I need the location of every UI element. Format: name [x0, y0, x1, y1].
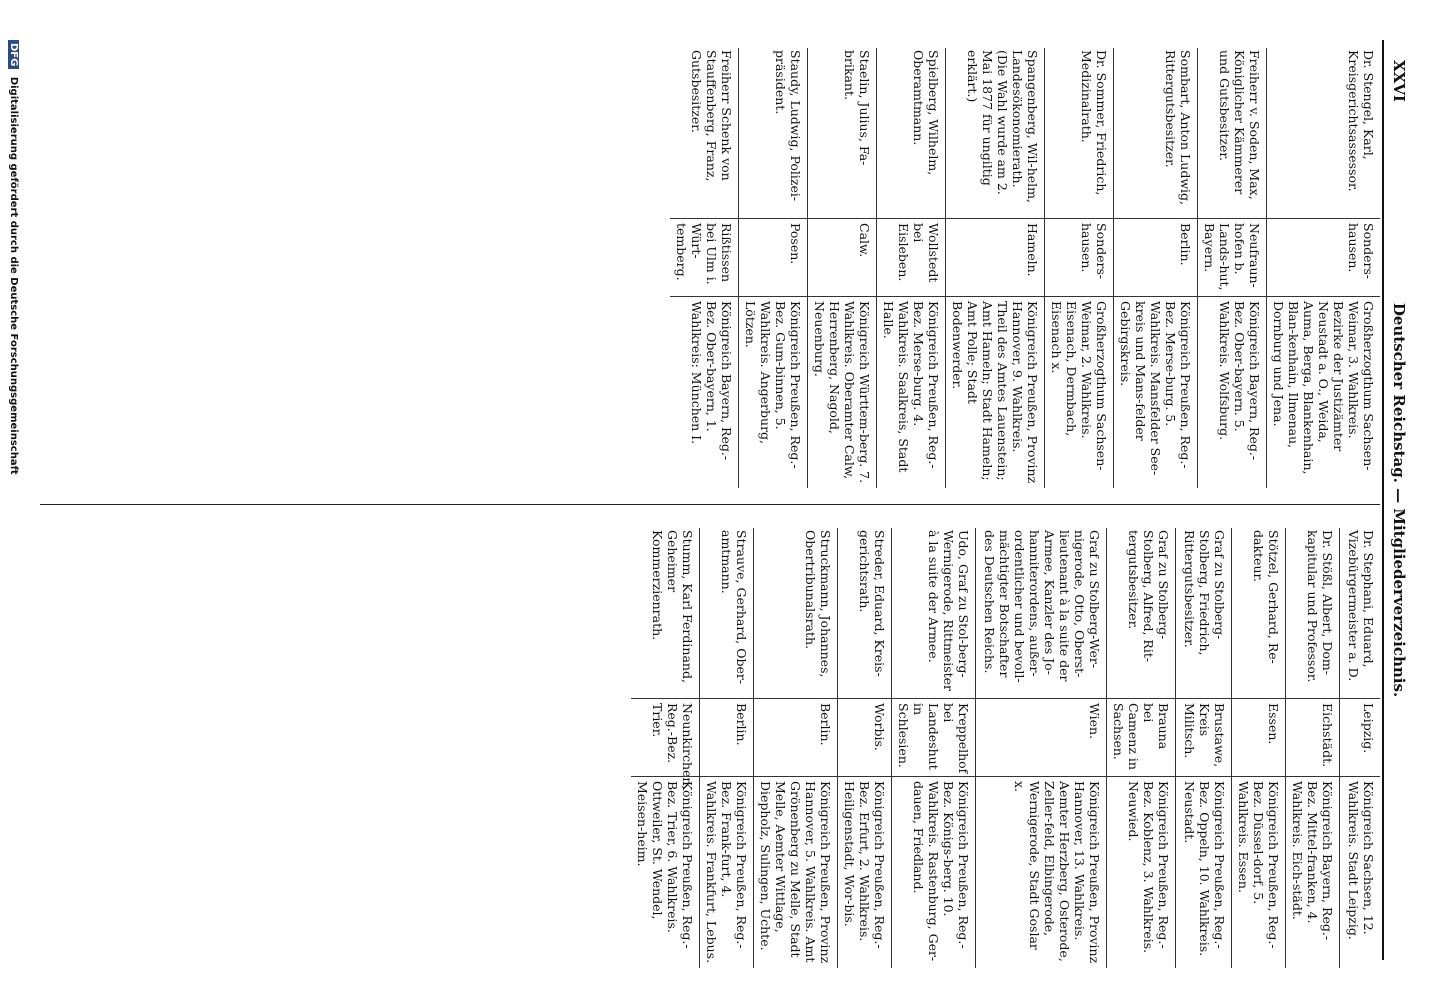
member-residence: Berlin. — [700, 698, 753, 776]
member-residence: Wien. — [976, 698, 1106, 776]
member-entry — [975, 528, 1106, 968]
dfg-logo: DFG — [8, 40, 19, 69]
member-residence: Kreppelhof bei Landeshut in Schlesien. — [892, 698, 975, 776]
member-residence: Leipzig. — [1340, 698, 1380, 776]
member-constituency: Königreich Sachsen, 12. Wahlkreis. Stadt Leipzig. — [1340, 776, 1380, 968]
footer-text: Digitalisierung gefördert durch die Deutsche Forschungsgemeinschaft — [8, 76, 19, 475]
member-residence: Sonders-hausen. — [1045, 218, 1113, 296]
member-constituency: Königreich Preußen, Provinz Hannover, 9. Wahlkreis. Theil des Amtes Lauenstein; Amt Hameln; Stadt Hameln; Amt Polle; Stadt Bodenwerder. — [946, 296, 1044, 488]
member-entry — [1113, 48, 1197, 488]
member-name: Dr. Sommer, Friedrich, Medizinalrath. — [1079, 50, 1109, 196]
member-constituency: Großherzogthum Sachsen-Weimar, 3. Wahlkreis. Bezirke der Justizämter Neustadt a. O., Weida, Auma, Berga, Blankenhain, Blan-kenhain, Ilmenau, Dornburg und Jena. — [1267, 296, 1380, 488]
member-entry — [837, 528, 891, 968]
member-constituency: Königreich Preußen, Reg.-Bez. Frank-furt, 4. Wahlkreis. Frankfurt, Lebus. — [700, 776, 753, 968]
member-entry — [1339, 528, 1380, 968]
right-member-column — [100, 528, 1380, 968]
member-entry — [631, 528, 699, 968]
member-constituency: Königreich Preußen, Reg.-Bez. Düssel-dorf, 5. Wahlkreis. Essen. — [1232, 776, 1285, 968]
member-entry — [753, 528, 837, 968]
member-constituency: Königreich Preußen, Reg.-Bez. Merse-burg. 5. Wahlkreis. Mansfelder See-kreis und Mans-felder Gebirgskreis. — [1114, 296, 1197, 488]
member-entry — [1231, 528, 1285, 968]
member-residence: Rißtissen bei Ulm i. Würt-temberg. — [670, 218, 738, 296]
member-name: Dr. Stephani, Eduard, Vizebürgermeister a. D. — [1346, 530, 1376, 682]
member-name: Graf zu Stolberg-Wer-nigerode, Otto, Oberst-lieutenant à la suite der Armee, Kanzler des Jo-hanniterordens, außer-ordentlicher und bevoll-mächtigter Botschafter des Deutschen Reichs. — [982, 530, 1102, 683]
member-entry — [1285, 528, 1339, 968]
member-name: Graf zu Stolberg-Stolberg, Friedrich, Rittergutsbesitzer. — [1182, 530, 1227, 656]
member-name: Staelin, Julius, Fa-brikant. — [842, 50, 872, 166]
member-name: Freiherr Schenk von Stauffenberg, Franz, Gutsbesitzer. — [689, 50, 734, 182]
member-constituency: Königreich Preußen, Reg.-Bez. Oppeln, 10. Wahlkreis. Neustadt. — [1176, 776, 1231, 968]
header-rule — [1382, 40, 1384, 960]
member-entry — [891, 528, 975, 968]
member-residence: Neufraun-hofen b. Lands-hut, Bayern. — [1198, 218, 1266, 296]
member-constituency: Königreich Preußen, Reg.-Bez. Gum-binnen, 5. Wahlkreis. Angerburg, Lötzen. — [739, 296, 807, 488]
member-name: Udo, Graf zu Stol-berg-Wernigerode, Rittmeister à la suite der Armee. — [926, 530, 971, 692]
member-entry — [1106, 528, 1175, 968]
member-entry — [1175, 528, 1231, 968]
member-name: Freiherr v. Soden, Max, Königlicher Kämmerer und Gutsbesitzer. — [1217, 50, 1262, 200]
member-constituency: Königreich Bayern, Reg.-Bez. Ober-bayern. 5. Wahlkreis. Wolfsburg. — [1198, 296, 1266, 488]
member-entry — [807, 48, 876, 488]
member-entry — [738, 48, 807, 488]
left-member-column — [100, 48, 1380, 488]
member-constituency: Königreich Bayern, Reg.-Bez. Ober-bayern, 1. Wahlkreis: München I. — [670, 296, 738, 488]
member-residence: Sonders-hausen. — [1267, 218, 1380, 296]
column-divider — [40, 504, 1380, 505]
member-residence: Posen. — [739, 218, 807, 296]
member-entry — [1266, 48, 1380, 488]
member-name: Dr. Stößl, Albert, Dom-kapitular und Professor. — [1305, 530, 1335, 683]
member-residence: Calw. — [808, 218, 876, 296]
member-constituency: Königreich Bayern, Reg.-Bez. Mittel-franken, 4. Wahlkreis. Eich-städt. — [1286, 776, 1339, 968]
member-name: Sombart, Anton Ludwig, Rittergutsbesitzer. — [1163, 50, 1193, 206]
member-constituency: Königreich Preußen, Reg.-Bez. Trier, 6. Wahlkreis. Ottweiler, St. Wendel, Meisen-heim. — [631, 776, 699, 968]
member-name: Dr. Stengel, Karl, Kreisgerichtsassessor. — [1346, 50, 1376, 192]
member-entry — [699, 528, 753, 968]
member-entry — [670, 48, 738, 488]
member-name: Struckmann, Johannes, Obertribunalsrath. — [803, 530, 833, 678]
member-constituency: Königreich Preußen, Reg.-Bez. Koblenz, 3. Wahlkreis. Neuwied. — [1107, 776, 1175, 968]
member-name: Stumm, Karl Ferdinand, Geheimer Kommerzienrath. — [650, 530, 695, 683]
member-constituency: Königreich Preußen, Reg.-Bez. Merse-burg. 4. Wahlkreis. Saalkreis, Stadt Halle. — [877, 296, 945, 488]
member-entry — [1044, 48, 1113, 488]
member-name: Stötzel, Gerhard, Re-dakteur. — [1251, 530, 1281, 664]
member-residence: Hameln. — [946, 218, 1044, 296]
footer-credit — [8, 40, 19, 960]
member-residence: Berlin. — [754, 698, 837, 776]
member-residence: Worbis. — [838, 698, 891, 776]
member-constituency: Königreich Preußen, Reg.-Bez. Erfurt, 2. Wahlkreis. Heiligenstadt, Wor-bis. — [838, 776, 891, 968]
member-residence: Eichstädt. — [1286, 698, 1339, 776]
member-entry — [876, 48, 945, 488]
member-constituency: Königreich Württem-berg. 7. Wahlkreis. Oberamter Calw, Herrenberg, Nagold, Neuenburg. — [808, 296, 876, 488]
member-entry — [945, 48, 1044, 488]
page-header — [1386, 60, 1408, 940]
member-name: Staudy, Ludwig, Polizei-präsident. — [773, 50, 803, 202]
page-title: Deutscher Reichstag. — Mitgliederverzeichnis. — [1390, 302, 1408, 698]
member-name: Strauve, Gerhard, Ober-amtmann. — [719, 530, 749, 685]
member-residence: Wollstedt bei Eisleben. — [877, 218, 945, 296]
member-residence: Brustawe, Kreis Militsch. — [1176, 698, 1231, 776]
member-constituency: Königreich Preußen, Provinz Hannover, 5. Wahlkreis. Amt Grönenberg zu Melle, Stadt Melle, Aemter Wittlage, Diepholz, Sulingen, Uchte. — [754, 776, 837, 968]
member-residence: Berlin. — [1114, 218, 1197, 296]
member-entry — [1197, 48, 1266, 488]
member-constituency: Großherzogthum Sachsen-Weimar, 2. Wahlkreis. Eisenach, Dermbach, Eisenach x. — [1045, 296, 1113, 488]
member-name: Graf zu Stolberg-Stolberg, Alfred, Rit-tergutsbesitzer. — [1126, 530, 1171, 663]
member-residence: Brauna bei Camenz in Sachsen. — [1107, 698, 1175, 776]
member-name: Streder, Eduard, Kreis-gerichtsrath. — [857, 530, 887, 677]
member-constituency: Königreich Preußen, Reg.-Bez. Königs-berg. 10. Wahlkreis. Rastenburg, Ger-dauen, Friedland. — [892, 776, 975, 968]
member-residence: Neunkirchen, Reg.-Bez. Trier. — [631, 698, 699, 776]
member-name: Spangenberg, Wil-helm, Landesökonomierath. (Die Wahl wurde am 2. Mai 1877 für ungiltig erklärt.) — [965, 50, 1040, 203]
member-name: Spielberg, Wilhelm, Oberamtmann. — [911, 50, 941, 176]
page-number: XXVI — [1390, 60, 1408, 102]
member-residence: Essen. — [1232, 698, 1285, 776]
member-constituency: Königreich Preußen, Provinz Hannover, 13. Wahlkreis. Aemter Herzberg, Osterode, Zeller-feld, Elbingerode, Wernigerode, Stadt Goslar x. — [976, 776, 1106, 968]
